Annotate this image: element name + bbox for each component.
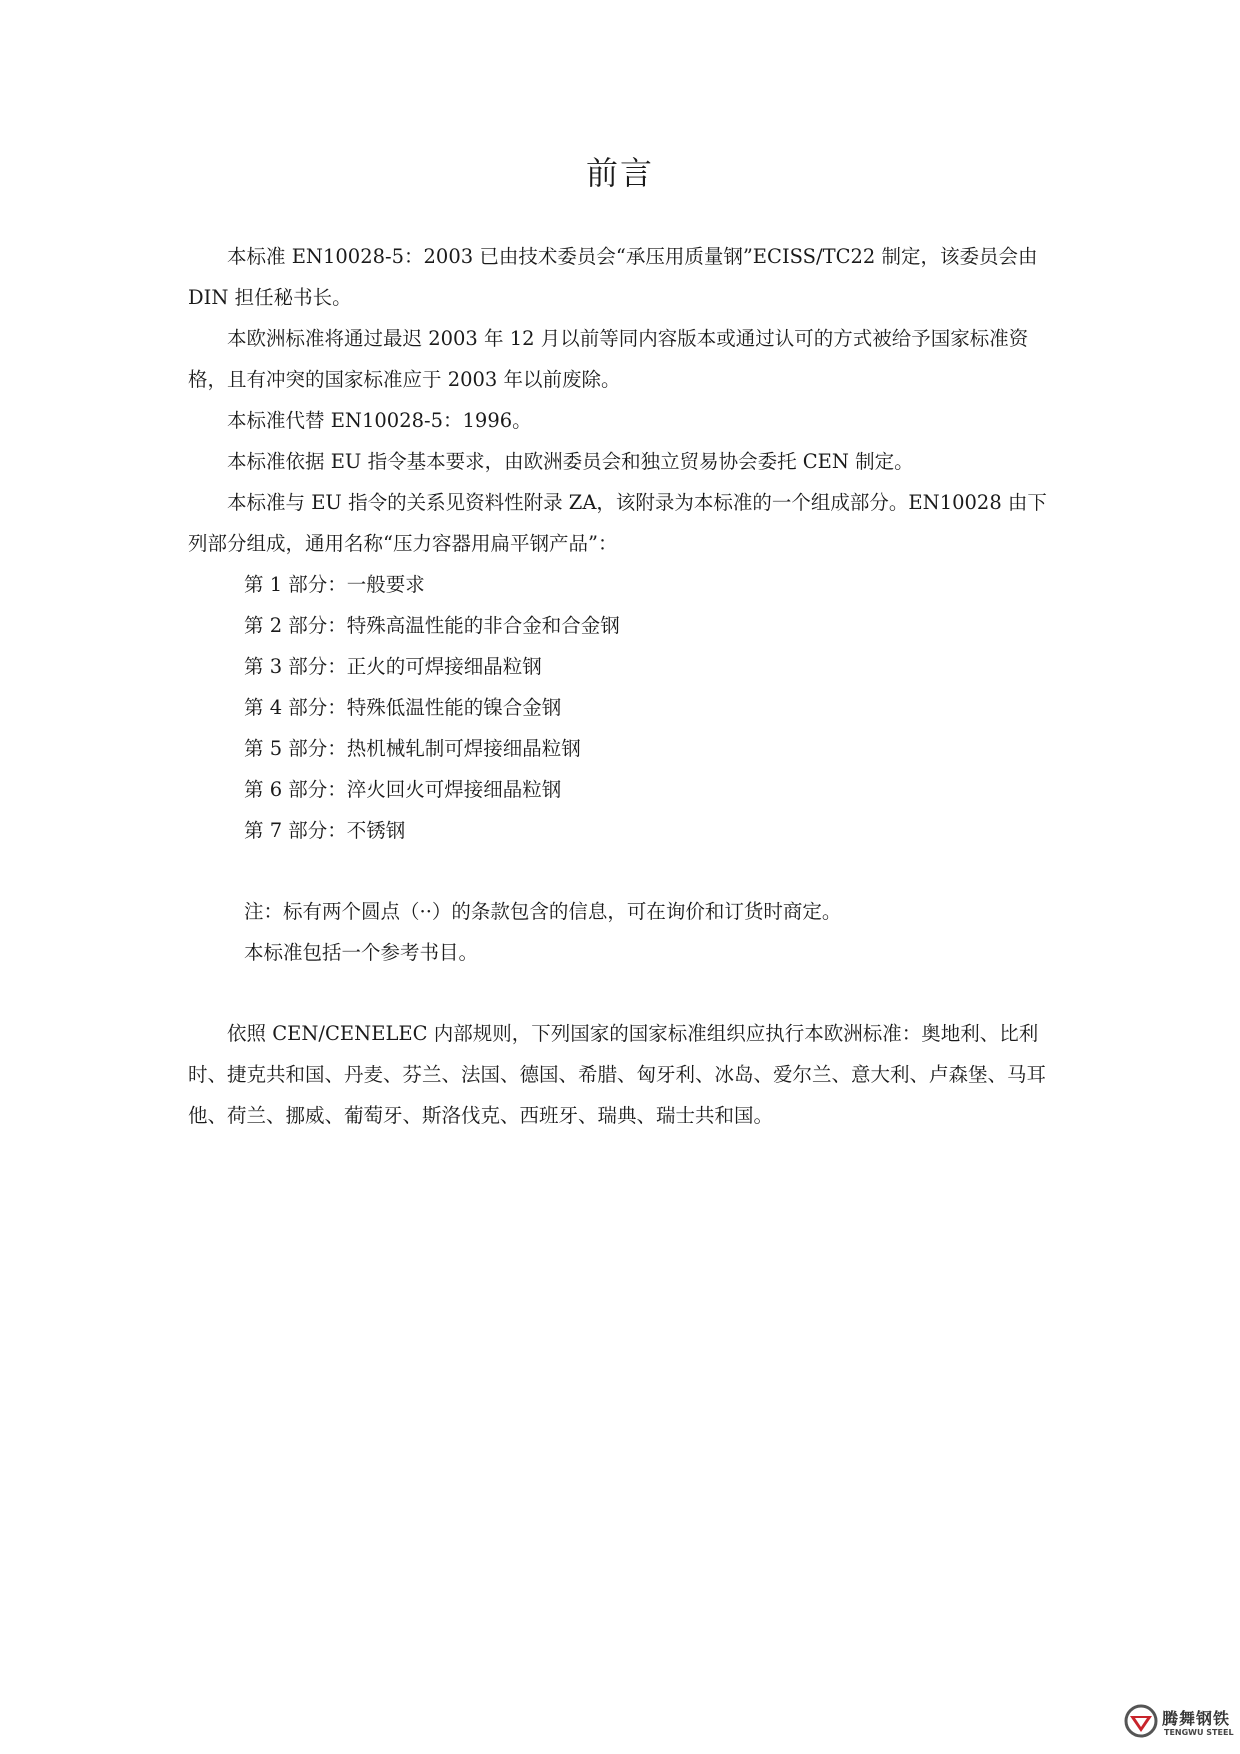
note-text: 注：标有两个圆点（··）的条款包含的信息，可在询价和订货时商定。: [244, 900, 842, 923]
list-item: 第 3 部分：正火的可焊接细晶粒钢: [244, 655, 542, 678]
list-item: 第 4 部分：特殊低温性能的镍合金钢: [244, 696, 562, 719]
paragraph-mandate: 本标准依据 EU 指令基本要求，由欧洲委员会和独立贸易协会委托 CEN 制定。: [227, 450, 914, 473]
paragraph-countries: 依照 CEN/CENELEC 内部规则，下列国家的国家标准组织应执行本欧洲标准：奥地利、比利时、捷克共和国、丹麦、芬兰、法国、德国、希腊、匈牙利、冰岛、爱尔兰、意大利、卢森堡、马耳他、荷兰、挪威、葡萄牙、斯洛伐克、西班牙、瑞典、瑞士共和国。: [188, 1022, 1047, 1127]
logo-name-cn: 腾舞钢铁: [1162, 1709, 1231, 1728]
parts-list: [188, 564, 1058, 851]
paragraph-national-status: 本欧洲标准将通过最迟 2003 年 12 月以前等同内容版本或通过认可的方式被给予国家标准资格，且有冲突的国家标准应于 2003 年以前废除。: [188, 327, 1029, 391]
paragraph-supersedes: 本标准代替 EN10028-5：1996。: [227, 409, 532, 432]
list-item: 第 7 部分：不锈钢: [244, 819, 406, 842]
tengwu-logo-icon: [1124, 1704, 1158, 1738]
spacer: [188, 973, 1058, 1013]
foreword-body: [188, 236, 1058, 1136]
spacer: [188, 851, 1058, 891]
list-item: 第 6 部分：淬火回火可焊接细晶粒钢: [244, 778, 562, 801]
bibliography-note: 本标准包括一个参考书目。: [244, 941, 479, 964]
logo-name-en: TENGWU STEEL: [1164, 1728, 1234, 1737]
paragraph-committee: 本标准 EN10028-5：2003 已由技术委员会“承压用质量钢”ECISS/TC22 制定，该委员会由 DIN 担任秘书长。: [188, 245, 1038, 309]
list-item: 第 5 部分：热机械轧制可焊接细晶粒钢: [244, 737, 581, 760]
list-item: 第 1 部分：一般要求: [244, 573, 425, 596]
company-logo: [1124, 1702, 1234, 1746]
page-title: 前言: [585, 154, 654, 192]
list-item: 第 2 部分：特殊高温性能的非合金和合金钢: [244, 614, 620, 637]
paragraph-parts-intro: 本标准与 EU 指令的关系见资料性附录 ZA，该附录为本标准的一个组成部分。EN10028 由下列部分组成，通用名称“压力容器用扁平钢产品”：: [188, 491, 1047, 555]
